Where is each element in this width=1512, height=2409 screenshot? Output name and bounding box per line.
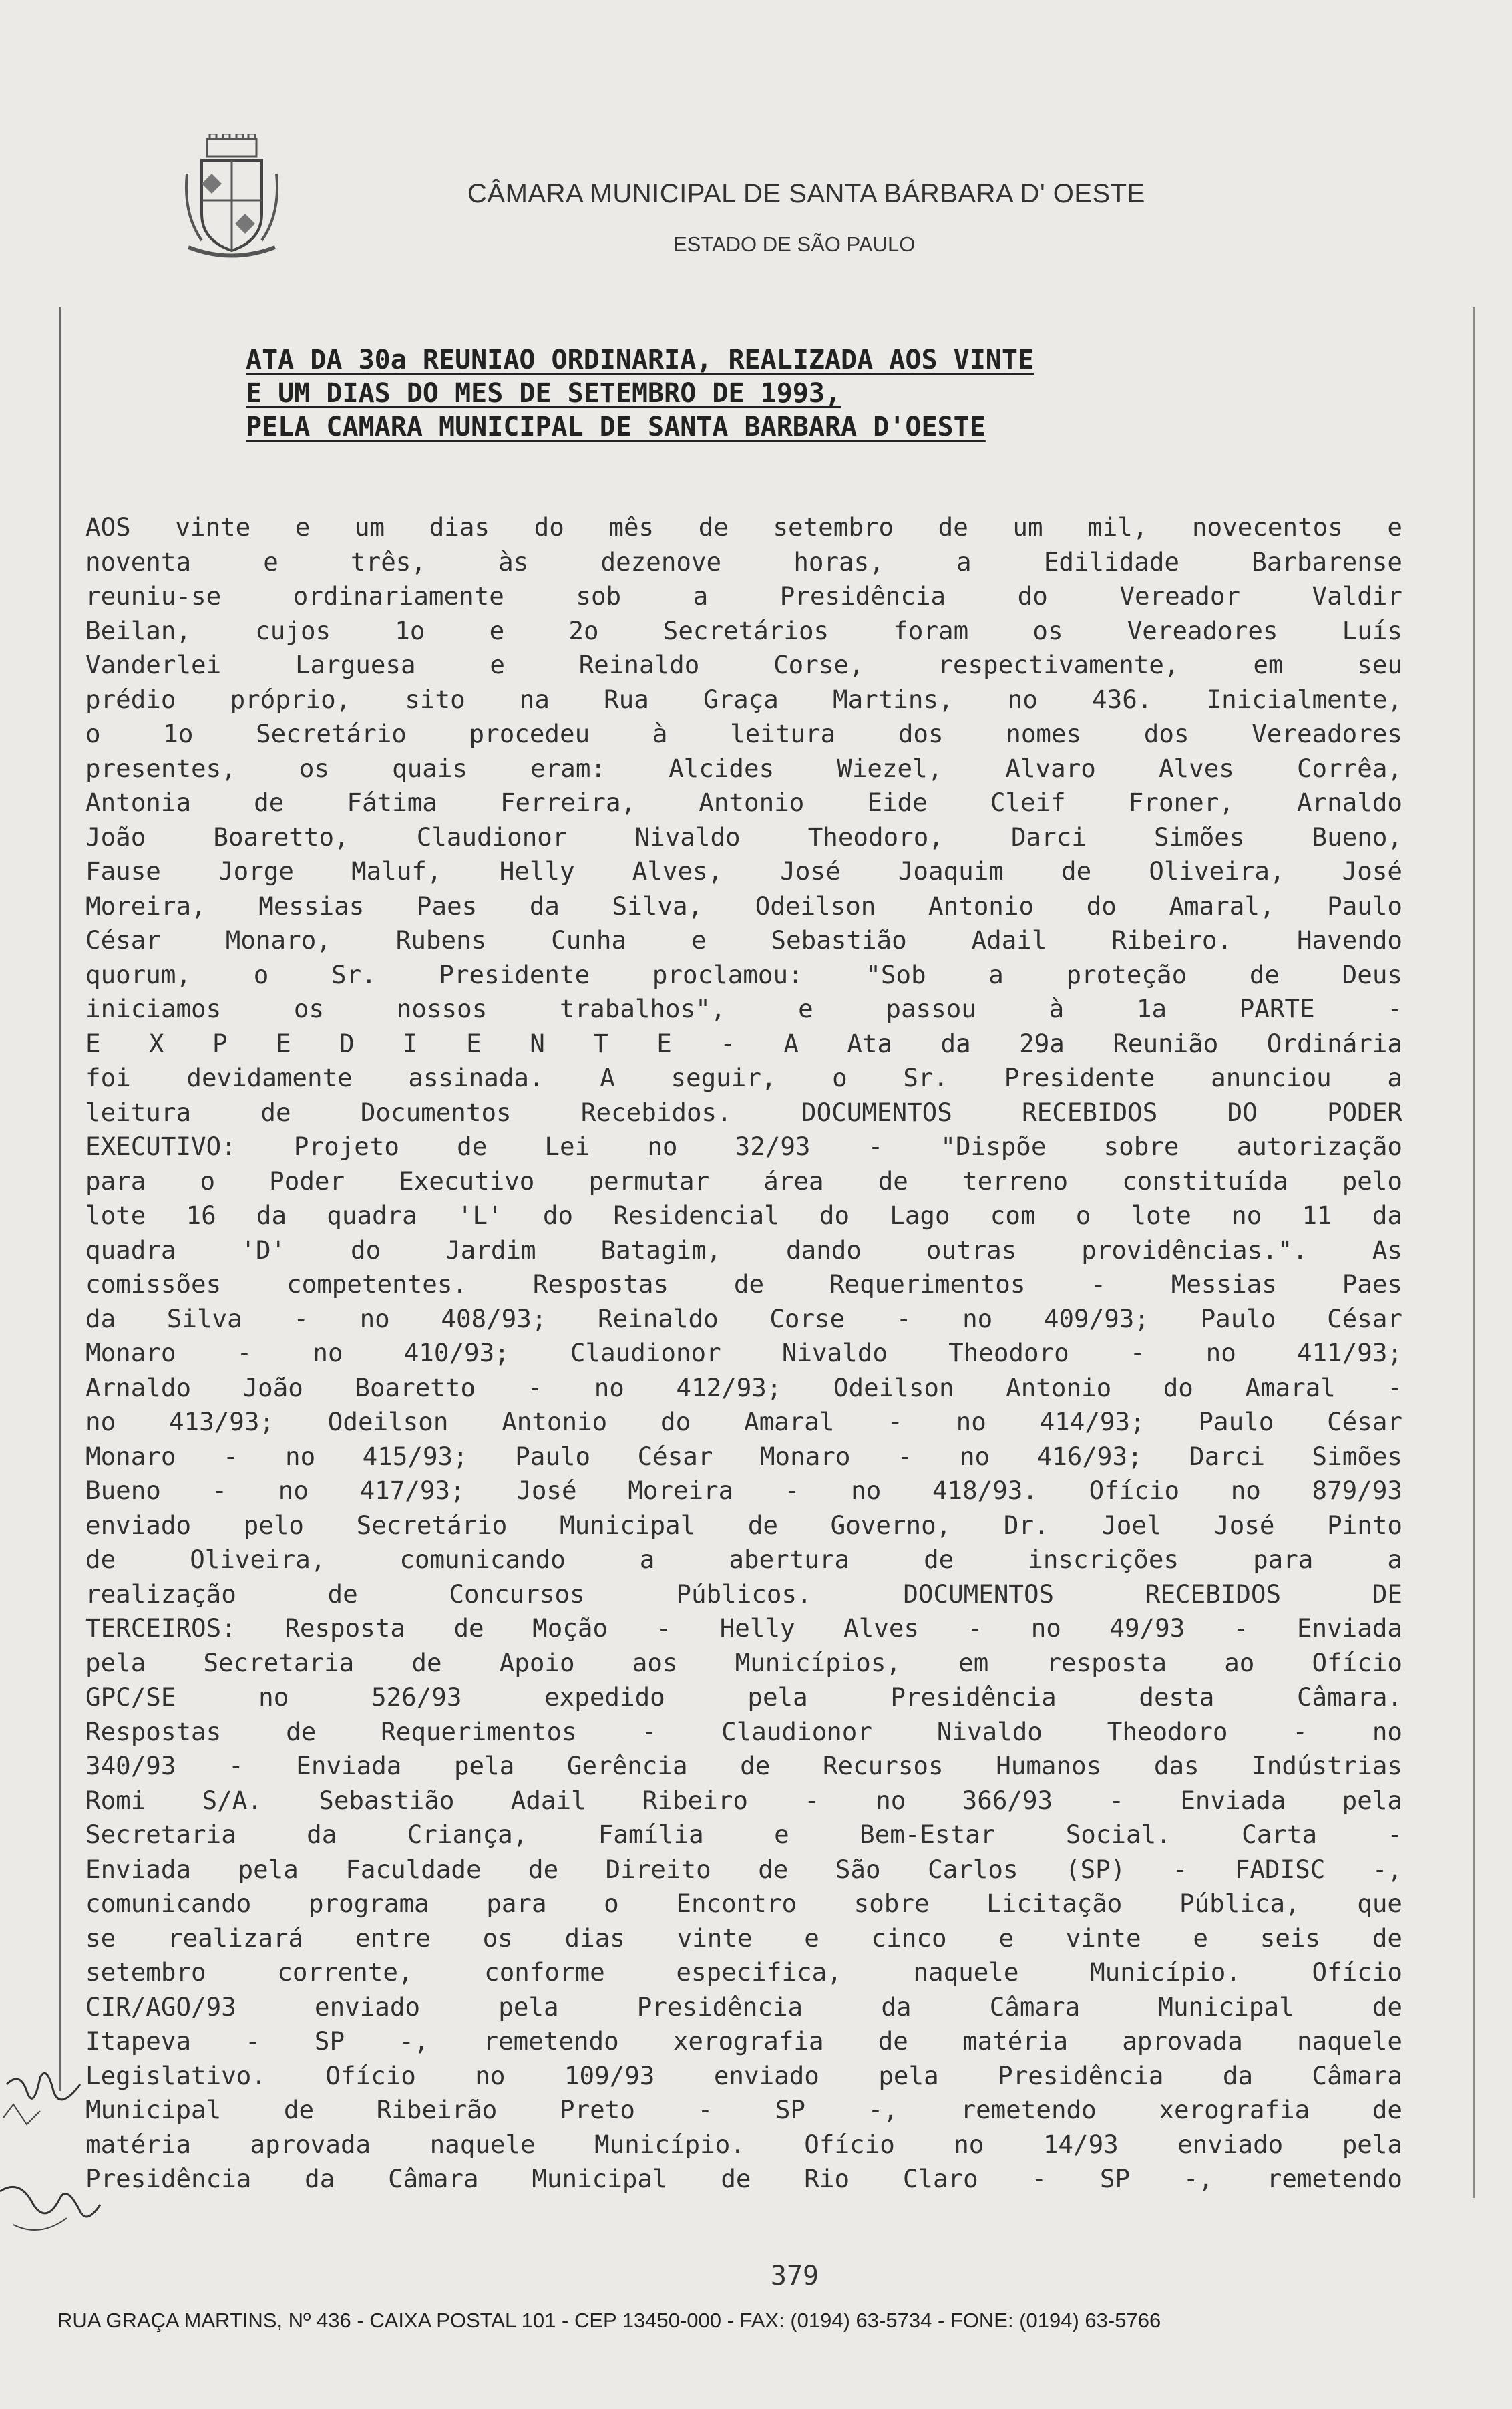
title-line: PELA CAMARA MUNICIPAL DE SANTA BARBARA D'OESTE	[246, 412, 986, 442]
right-margin-rule	[1473, 307, 1475, 2198]
body-line: Romi S/A. Sebastião Adail Ribeiro - no 366/93 - Enviada pela	[85, 1785, 1402, 1815]
body-line: noventa e três, às dezenove horas, a Edilidade Barbarense	[85, 546, 1402, 577]
body-line: da Silva - no 408/93; Reinaldo Corse - no 409/93; Paulo César	[85, 1303, 1402, 1333]
coat-of-arms-logo	[182, 134, 282, 261]
body-line: reuniu-se ordinariamente sob a Presidência do Vereador Valdir	[85, 581, 1402, 611]
body-line: o 1o Secretário procedeu à leitura dos nomes dos Vereadores	[85, 719, 1402, 748]
body-line: Bueno - no 417/93; José Moreira - no 418/93. Ofício no 879/93	[85, 1476, 1402, 1505]
body-line: Vanderlei Larguesa e Reinaldo Corse, respectivamente, em seu	[85, 650, 1402, 679]
state-name: ESTADO DE SÃO PAULO	[673, 232, 916, 256]
body-line: Beilan, cujos 1o e 2o Secretários foram os Vereadores Luís	[85, 615, 1402, 645]
body-line: quadra 'D' do Jardim Batagim, dando outras providências.". As	[85, 1235, 1402, 1265]
left-margin-rule	[59, 307, 61, 2091]
body-line: AOS vinte e um dias do mês de setembro de um mil, novecentos e	[85, 512, 1402, 542]
page-number: 379	[770, 2261, 819, 2291]
body-line: Moreira, Messias Paes da Silva, Odeilson Antonio do Amaral, Paulo	[85, 891, 1402, 921]
body-line: iniciamos os nossos trabalhos", e passou à 1a PARTE -	[85, 994, 1402, 1023]
body-line: realização de Concursos Públicos. DOCUMENTOS RECEBIDOS DE	[85, 1579, 1402, 1609]
signature-marks	[0, 2064, 134, 2265]
body-line: no 413/93; Odeilson Antonio do Amaral - no 414/93; Paulo César	[85, 1407, 1402, 1436]
body-line: Legislativo. Ofício no 109/93 enviado pela Presidência da Câmara	[85, 2060, 1402, 2090]
body-line: leitura de Documentos Recebidos. DOCUMENTOS RECEBIDOS DO PODER	[85, 1097, 1402, 1127]
body-line: João Boaretto, Claudionor Nivaldo Theodoro, Darci Simões Bueno,	[85, 822, 1402, 852]
body-line: Monaro - no 410/93; Claudionor Nivaldo Theodoro - no 411/93;	[85, 1338, 1402, 1368]
body-line: pela Secretaria de Apoio aos Municípios, em resposta ao Ofício	[85, 1647, 1402, 1677]
body-line: quorum, o Sr. Presidente proclamou: "Sob a proteção de Deus	[85, 959, 1402, 989]
body-line: E X P E D I E N T E - A Ata da 29a Reunião Ordinária	[85, 1028, 1402, 1058]
title-line: ATA DA 30a REUNIAO ORDINARIA, REALIZADA AOS VINTE	[246, 345, 1034, 375]
body-line: setembro corrente, conforme especifica, naquele Município. Ofício	[85, 1957, 1402, 1987]
body-line: Fause Jorge Maluf, Helly Alves, José Joaquim de Oliveira, José	[85, 856, 1402, 886]
body-line: EXECUTIVO: Projeto de Lei no 32/93 - "Dispõe sobre autorização	[85, 1132, 1402, 1161]
body-line: Enviada pela Faculdade de Direito de São Carlos (SP) - FADISC -,	[85, 1854, 1402, 1884]
body-line: se realizará entre os dias vinte e cinco e vinte e seis de	[85, 1923, 1402, 1953]
body-line: TERCEIROS: Resposta de Moção - Helly Alves - no 49/93 - Enviada	[85, 1613, 1402, 1643]
body-line: Presidência da Câmara Municipal de Rio Claro - SP -, remetendo	[85, 2164, 1402, 2193]
body-line: prédio próprio, sito na Rua Graça Martins, no 436. Inicialmente,	[85, 684, 1402, 714]
minutes-body	[85, 510, 1402, 2197]
body-line: para o Poder Executivo permutar área de terreno constituída pelo	[85, 1166, 1402, 1196]
body-line: comissões competentes. Respostas de Requerimentos - Messias Paes	[85, 1269, 1402, 1299]
body-line: Municipal de Ribeirão Preto - SP -, remetendo xerografia de	[85, 2095, 1402, 2124]
body-line: GPC/SE no 526/93 expedido pela Presidência desta Câmara.	[85, 1682, 1402, 1712]
body-line: César Monaro, Rubens Cunha e Sebastião Adail Ribeiro. Havendo	[85, 925, 1402, 955]
body-line: matéria aprovada naquele Município. Ofício no 14/93 enviado pela	[85, 2129, 1402, 2159]
address-footer: RUA GRAÇA MARTINS, Nº 436 - CAIXA POSTAL 101 - CEP 13450-000 - FAX: (0194) 63-5734 - FONE: (0194) 63-5766	[57, 2309, 1161, 2332]
body-line: CIR/AGO/93 enviado pela Presidência da Câmara Municipal de	[85, 1991, 1402, 2022]
body-line: presentes, os quais eram: Alcides Wiezel, Alvaro Alves Corrêa,	[85, 753, 1402, 783]
body-line: Secretaria da Criança, Família e Bem-Estar Social. Carta -	[85, 1820, 1402, 1849]
minutes-title	[246, 343, 1248, 444]
body-line: comunicando programa para o Encontro sobre Licitação Pública, que	[85, 1889, 1402, 1918]
body-line: de Oliveira, comunicando a abertura de inscrições para a	[85, 1545, 1402, 1574]
body-line: Antonia de Fátima Ferreira, Antonio Eide Cleif Froner, Arnaldo	[85, 788, 1402, 817]
body-line: foi devidamente assinada. A seguir, o Sr. Presidente anunciou a	[85, 1063, 1402, 1092]
body-line: enviado pelo Secretário Municipal de Governo, Dr. Joel José Pinto	[85, 1510, 1402, 1540]
body-line: lote 16 da quadra 'L' do Residencial do Lago com o lote no 11 da	[85, 1200, 1402, 1230]
title-line: E UM DIAS DO MES DE SETEMBRO DE 1993,	[246, 378, 841, 409]
body-line: Itapeva - SP -, remetendo xerografia de matéria aprovada naquele	[85, 2026, 1402, 2056]
body-line: Monaro - no 415/93; Paulo César Monaro - no 416/93; Darci Simões	[85, 1441, 1402, 1471]
body-line: Respostas de Requerimentos - Claudionor Nivaldo Theodoro - no	[85, 1716, 1402, 1746]
body-line: 340/93 - Enviada pela Gerência de Recursos Humanos das Indústrias	[85, 1751, 1402, 1780]
institution-name: CÂMARA MUNICIPAL DE SANTA BÁRBARA D' OESTE	[467, 179, 1145, 208]
body-line: Arnaldo João Boaretto - no 412/93; Odeilson Antonio do Amaral -	[85, 1372, 1402, 1402]
